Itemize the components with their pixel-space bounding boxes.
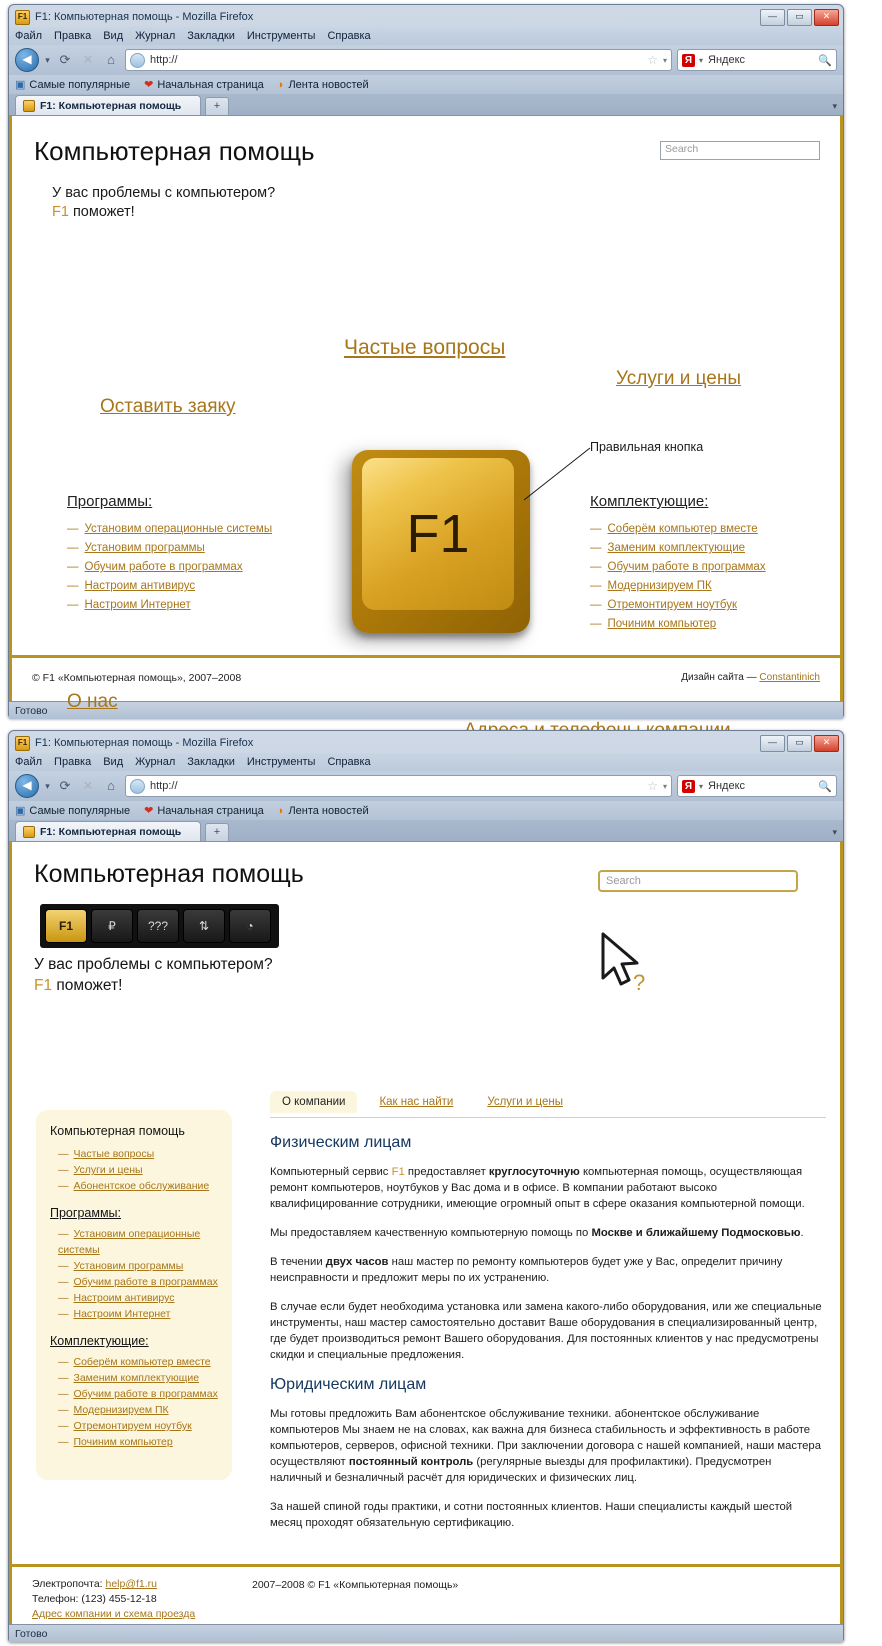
programs-link[interactable]: Обучим работе в программах — [84, 561, 243, 573]
bookmark-label: Самые популярные — [29, 78, 131, 91]
paragraph-2 — [270, 1225, 826, 1241]
site-search-input[interactable]: Search — [598, 870, 798, 892]
address-bar[interactable] — [125, 49, 672, 71]
stop-icon: ✕ — [82, 778, 94, 793]
title-bar — [9, 5, 843, 27]
menu-bar — [9, 27, 843, 45]
parts-link[interactable]: Отремонтируем ноутбук — [607, 599, 737, 611]
footer-phone-label: Телефон: — [32, 1593, 79, 1605]
p2-part-b: . — [800, 1227, 804, 1239]
sidebar-item-parts-0[interactable] — [50, 1354, 218, 1370]
parts-link[interactable]: Соберём компьютер вместе — [607, 523, 758, 535]
callout-label: Правильная кнопка — [590, 440, 704, 454]
paragraph-1 — [270, 1164, 826, 1212]
menu-item-file[interactable]: Файл — [15, 30, 43, 42]
page-title: Компьютерная помощь — [34, 860, 304, 888]
search-icon[interactable]: 🔍 — [818, 780, 832, 793]
sidebar-parts-title: Комплектующие: — [50, 1334, 149, 1348]
bookmark-news-feed[interactable] — [278, 805, 369, 817]
menu-item-bookmarks[interactable]: Закладки — [187, 756, 235, 768]
dash-icon: — — [58, 1404, 69, 1416]
tab-how-to-find-us[interactable]: Как нас найти — [379, 1096, 454, 1108]
reload-icon[interactable]: ⟳ — [59, 52, 71, 67]
favicon-icon: F1 — [15, 736, 30, 751]
dash-icon: — — [590, 618, 602, 630]
site-search-input[interactable]: Search — [660, 141, 820, 160]
minimize-button[interactable]: — — [760, 735, 785, 752]
list-item[interactable] — [67, 539, 297, 558]
back-dropdown-icon[interactable]: ▾ — [45, 54, 50, 65]
footer-design-author-link[interactable]: Constantinich — [759, 672, 820, 683]
new-tab-button[interactable]: + — [205, 823, 229, 841]
parts-title: Комплектующие: — [590, 493, 709, 510]
status-text: Готово — [15, 1627, 48, 1640]
dash-icon: — — [67, 599, 79, 611]
dash-icon: — — [590, 580, 602, 592]
dash-icon: — — [58, 1260, 69, 1272]
p2-bold: Москве и ближайшему Подмосковью — [591, 1227, 801, 1239]
browser-window-2 — [8, 730, 844, 1642]
browser-search-box[interactable] — [677, 49, 837, 71]
bookmark-folder-icon: ▣ — [15, 79, 26, 91]
parts-link[interactable]: Модернизируем ПК — [607, 580, 712, 592]
favicon-icon: F1 — [15, 10, 30, 25]
dash-icon: — — [590, 523, 602, 535]
tab-label: F1: Компьютерная помощь — [40, 825, 182, 838]
page-footer — [12, 655, 840, 701]
programs-link[interactable]: Установим операционные системы — [84, 523, 273, 535]
programs-column — [67, 493, 297, 615]
p2-part-a: Мы предоставляем качественную компьютерную помощь по — [270, 1227, 592, 1239]
maximize-button[interactable]: ▭ — [787, 9, 812, 26]
list-item[interactable] — [67, 577, 297, 596]
page-viewport-2 — [9, 841, 843, 1624]
bookmarks-toolbar — [9, 801, 843, 820]
page-footer — [12, 1564, 840, 1624]
tagline-f1: F1 — [52, 204, 69, 220]
mouse-cursor-icon — [597, 930, 657, 1000]
window-title: F1: Компьютерная помощь - Mozilla Firefox — [35, 737, 254, 749]
tagline — [34, 954, 273, 996]
address-bar-text: http:// — [150, 54, 178, 66]
tab-favicon-icon — [23, 826, 35, 838]
minimize-button[interactable]: — — [760, 9, 785, 26]
sidebar-link[interactable]: Модернизируем ПК — [73, 1404, 169, 1416]
tab-label: F1: Компьютерная помощь — [40, 99, 182, 112]
p5-part-a: Мы готовы предложить Вам абонентское обслуживание техники. абонентское обслуживание компьютеров Мы знаем не на словах, как важна для бизнеса стабильность и эффективность в работе компьютеров, серверов, офисной техники. При заключении договора с нашей компанией, наши мастера осуществляют — [270, 1408, 821, 1468]
back-dropdown-icon[interactable]: ▾ — [45, 780, 50, 791]
p1-part-c: компьютерная помощь, осуществляющая ремонт компьютеров, ноутбуков у Вас дома и в офисе. В компании работают высоко квалифицированние сотрудники, имеющие огромный опыт в сфере оказания компьютерной помощи. — [270, 1166, 805, 1210]
address-bar-text: http:// — [150, 780, 178, 792]
keyboard-strip-graphic — [40, 904, 279, 948]
p1-f1: F1 — [391, 1166, 405, 1178]
dash-icon: — — [58, 1436, 69, 1448]
menu-item-file[interactable]: Файл — [15, 756, 43, 768]
navigation-toolbar — [9, 45, 843, 75]
address-bar[interactable] — [125, 775, 672, 797]
sidebar-link[interactable]: Установим программы — [73, 1260, 184, 1272]
dash-icon: — — [67, 542, 79, 554]
f1-key-graphic — [334, 436, 534, 646]
key-top: F1 — [362, 458, 514, 610]
content-tabs-divider — [270, 1117, 826, 1118]
tagline-f1: F1 — [34, 977, 53, 994]
menu-item-view[interactable]: Вид — [103, 30, 124, 42]
footer-email-label: Электропочта: — [32, 1578, 103, 1590]
list-item[interactable] — [67, 520, 297, 539]
footer-copyright: 2007–2008 © F1 «Компьютерная помощь» — [252, 1579, 459, 1591]
menu-item-tools[interactable]: Инструменты — [246, 30, 316, 42]
footer-phone-value: (123) 455-12-18 — [81, 1593, 157, 1605]
new-tab-button[interactable]: + — [205, 97, 229, 115]
search-engine-name: Яндекс — [708, 54, 746, 66]
navigation-toolbar — [9, 771, 843, 801]
p1-bold: круглосуточную — [488, 1166, 580, 1178]
programs-list — [67, 520, 297, 615]
sidebar-link[interactable]: Частые вопросы — [73, 1148, 155, 1160]
tagline-line-2: поможет! — [52, 977, 123, 994]
dash-icon: — — [67, 523, 79, 535]
search-engine-dropdown-icon[interactable]: ▾ — [699, 55, 704, 65]
sidebar-link[interactable]: Соберём компьютер вместе — [73, 1356, 211, 1368]
paragraph-5 — [270, 1406, 826, 1486]
tagline-line-1: У вас проблемы с компьютером? — [34, 956, 273, 973]
bookmark-label: Лента новостей — [288, 78, 369, 91]
search-engine-dropdown-icon[interactable]: ▾ — [699, 781, 704, 791]
back-button-icon[interactable]: ◀ — [15, 48, 39, 72]
heading-individuals: Физическим лицам — [270, 1134, 412, 1151]
paragraph-6: За нашей спиной годы практики, и сотни постоянных клиентов. Наши специалисты каждый шестой месяц проходят обязательную сертификацию. — [270, 1501, 793, 1529]
back-button-icon[interactable]: ◀ — [15, 774, 39, 798]
sidebar — [36, 1110, 232, 1480]
yandex-icon: Я — [682, 780, 695, 793]
reload-icon[interactable]: ⟳ — [59, 778, 71, 793]
parts-list — [590, 520, 810, 634]
p3-bold: двух часов — [325, 1256, 389, 1268]
browser-window-1 — [8, 4, 844, 718]
tab-f1-page[interactable] — [15, 821, 201, 841]
sidebar-item-services[interactable] — [50, 1162, 218, 1178]
tagline-line-2: поможет! — [68, 204, 135, 220]
sidebar-item-subscription[interactable] — [50, 1178, 218, 1194]
key-f1[interactable]: F1 — [45, 909, 87, 943]
list-item[interactable] — [67, 558, 297, 577]
svg-text:?: ? — [633, 970, 646, 995]
bookmark-start-page[interactable] — [144, 804, 264, 817]
search-icon[interactable]: 🔍 — [818, 54, 832, 67]
footer-copyright: © F1 «Компьютерная помощь», 2007–2008 — [32, 672, 242, 684]
bookmark-star-icon[interactable]: ☆ — [647, 779, 658, 793]
sidebar-item-programs-3[interactable] — [50, 1290, 218, 1306]
parts-link[interactable]: Починим компьютер — [607, 618, 717, 630]
sidebar-link[interactable]: Отремонтируем ноутбук — [73, 1420, 192, 1432]
list-item[interactable] — [590, 520, 810, 539]
dash-icon: — — [58, 1180, 69, 1192]
window-controls — [760, 735, 839, 752]
tab-strip — [9, 820, 843, 841]
dash-icon: — — [58, 1148, 69, 1160]
dash-icon: — — [58, 1308, 69, 1320]
list-item[interactable] — [590, 615, 810, 634]
list-item[interactable] — [590, 577, 810, 596]
dash-icon: — — [58, 1388, 69, 1400]
bookmarks-toolbar — [9, 75, 843, 94]
menu-item-history[interactable]: Журнал — [135, 30, 176, 42]
dash-icon: — — [58, 1356, 69, 1368]
address-dropdown-icon[interactable]: ▾ — [662, 55, 667, 65]
site-identity-icon — [130, 53, 145, 68]
tab-list-icon[interactable]: ▾ — [832, 827, 837, 837]
sidebar-item-parts-4[interactable] — [50, 1418, 218, 1434]
paragraph-3 — [270, 1254, 826, 1286]
dash-icon: — — [58, 1292, 69, 1304]
link-services[interactable]: Услуги и цены — [616, 368, 741, 389]
menu-item-history[interactable]: Журнал — [135, 756, 176, 768]
status-bar — [9, 701, 843, 719]
programs-title: Программы: — [67, 493, 153, 510]
link-order[interactable]: Оставить заяку — [100, 396, 236, 417]
p3-part-b: наш мастер по ремонту компьютеров будет уже у Вас, определит причину неисправности и предложит меры по их устранению. — [270, 1256, 783, 1284]
rss-icon: ◗ — [277, 804, 285, 817]
sidebar-item-programs-4[interactable] — [50, 1306, 218, 1322]
status-text: Готово — [15, 704, 48, 717]
p5-bold: постоянный контроль — [348, 1456, 474, 1468]
bookmark-start-page[interactable] — [144, 78, 264, 91]
sidebar-link[interactable]: Настроим антивирус — [73, 1292, 175, 1304]
link-about[interactable]: О нас — [67, 691, 118, 712]
bookmark-label: Лента новостей — [288, 804, 369, 817]
browser-search-box[interactable] — [677, 775, 837, 797]
paragraph-4: В случае если будет необходима установка или замена какого-либо оборудования, или же специальные инструменты, наш мастер самостоятельно доставит Ваше оборудования в специализированный центр, где будет производиться ремонт Вашего оборудования. Для постоянных клиентов у нас предусмотрены скидки и специальные предложения. — [270, 1301, 822, 1361]
sidebar-link[interactable]: Абонентское обслуживание — [73, 1180, 210, 1192]
heading-legal: Юридическим лицам — [270, 1376, 427, 1393]
dash-icon: — — [58, 1228, 69, 1240]
bookmark-label: Начальная страница — [157, 804, 264, 817]
sidebar-item-parts-2[interactable] — [50, 1386, 218, 1402]
bookmark-home-icon: ❤ — [144, 805, 154, 817]
sidebar-link[interactable]: Обучим работе в программах — [73, 1388, 218, 1400]
bookmark-most-visited[interactable] — [15, 78, 130, 91]
sidebar-link[interactable]: Установим операционные системы — [58, 1228, 201, 1256]
sidebar-item-programs-0[interactable] — [50, 1226, 218, 1258]
menu-item-edit[interactable]: Правка — [54, 756, 92, 768]
tab-services-prices[interactable]: Услуги и цены — [487, 1096, 563, 1108]
home-icon[interactable]: ⌂ — [107, 52, 115, 67]
sidebar-title: Компьютерная помощь — [50, 1124, 185, 1138]
address-dropdown-icon[interactable]: ▾ — [662, 781, 667, 791]
footer-address-link[interactable]: Адрес компании и схема проезда — [32, 1608, 196, 1620]
sidebar-link[interactable]: Заменим комплектующие — [73, 1372, 200, 1384]
menu-bar — [9, 753, 843, 771]
sidebar-item-programs-1[interactable] — [50, 1258, 218, 1274]
close-button[interactable]: ✕ — [814, 735, 839, 752]
dash-icon: — — [590, 561, 602, 573]
title-bar — [9, 731, 843, 753]
sidebar-item-parts-1[interactable] — [50, 1370, 218, 1386]
list-item[interactable] — [590, 539, 810, 558]
dash-icon: — — [67, 561, 79, 573]
page-title: Компьютерная помощь — [34, 136, 315, 166]
content-area — [270, 1128, 826, 1544]
list-item[interactable] — [590, 596, 810, 615]
close-button[interactable]: ✕ — [814, 9, 839, 26]
bookmark-folder-icon: ▣ — [15, 805, 26, 817]
bookmark-news-feed[interactable] — [278, 79, 369, 91]
sidebar-item-parts-5[interactable] — [50, 1434, 218, 1450]
list-item[interactable] — [590, 558, 810, 577]
footer-design-label: Дизайн сайта — — [681, 672, 757, 683]
p1-part-b: предоставляет — [404, 1166, 489, 1178]
dash-icon: — — [58, 1164, 69, 1176]
bookmark-star-icon[interactable]: ☆ — [647, 53, 658, 67]
menu-item-help[interactable]: Справка — [327, 30, 371, 42]
footer-design — [681, 672, 820, 701]
site-identity-icon — [130, 779, 145, 794]
p3-part-a: В течении — [270, 1256, 326, 1268]
link-faq[interactable]: Частые вопросы — [344, 336, 506, 359]
tab-favicon-icon — [23, 100, 35, 112]
menu-item-edit[interactable]: Правка — [54, 30, 92, 42]
p5-part-b: (регулярные выезды для профилактики). Предусмотрен наличный и безналичный расчёт для юридических и физических лиц. — [270, 1456, 772, 1484]
window-controls — [760, 9, 839, 26]
bookmark-label: Начальная страница — [157, 78, 264, 91]
dash-icon: — — [58, 1372, 69, 1384]
yandex-icon: Я — [682, 54, 695, 67]
callout-line-icon — [524, 448, 590, 500]
dash-icon: — — [58, 1276, 69, 1288]
menu-item-help[interactable]: Справка — [327, 756, 371, 768]
parts-link[interactable]: Заменим комплектующие — [607, 542, 746, 554]
sidebar-item-programs-2[interactable] — [50, 1274, 218, 1290]
tagline-line-1: У вас проблемы с компьютером? — [52, 185, 276, 201]
menu-item-bookmarks[interactable]: Закладки — [187, 30, 235, 42]
programs-link[interactable]: Настроим Интернет — [84, 599, 191, 611]
key-5[interactable]: ◔ — [229, 909, 271, 943]
sidebar-link[interactable]: Настроим Интернет — [73, 1308, 171, 1320]
menu-item-view[interactable]: Вид — [103, 756, 124, 768]
content-tabs — [270, 1091, 575, 1113]
maximize-button[interactable]: ▭ — [787, 735, 812, 752]
status-bar — [9, 1624, 843, 1642]
tab-strip-controls — [832, 101, 837, 115]
key-4[interactable]: ⇅ — [183, 909, 225, 943]
bookmark-most-visited[interactable] — [15, 804, 130, 817]
sidebar-item-faq[interactable] — [50, 1146, 218, 1162]
window-title: F1: Компьютерная помощь - Mozilla Firefox — [35, 11, 254, 23]
stop-icon: ✕ — [82, 52, 94, 67]
parts-column — [590, 493, 810, 634]
search-engine-name: Яндекс — [708, 780, 746, 792]
sidebar-item-parts-3[interactable] — [50, 1402, 218, 1418]
programs-link[interactable]: Установим программы — [84, 542, 205, 554]
sidebar-programs-title: Программы: — [50, 1206, 121, 1220]
key-3[interactable]: ??? — [137, 909, 179, 943]
key-2[interactable]: ₽ — [91, 909, 133, 943]
sidebar-link[interactable]: Услуги и цены — [73, 1164, 143, 1176]
programs-link[interactable]: Настроим антивирус — [84, 580, 196, 592]
bookmark-home-icon: ❤ — [144, 79, 154, 91]
website-page-about — [9, 842, 843, 1624]
dash-icon: — — [67, 580, 79, 592]
dash-icon: — — [58, 1420, 69, 1432]
menu-item-tools[interactable]: Инструменты — [246, 756, 316, 768]
dash-icon: — — [590, 542, 602, 554]
parts-link[interactable]: Обучим работе в программах — [607, 561, 766, 573]
list-item[interactable] — [67, 596, 297, 615]
sidebar-link[interactable]: Починим компьютер — [73, 1436, 173, 1448]
tagline — [52, 184, 275, 222]
tab-f1-page[interactable] — [15, 95, 201, 115]
footer-contacts — [32, 1577, 195, 1622]
sidebar-link[interactable]: Обучим работе в программах — [73, 1276, 218, 1288]
footer-email-link[interactable]: help@f1.ru — [105, 1578, 158, 1590]
tab-list-icon[interactable]: ▾ — [832, 101, 837, 111]
bookmark-label: Самые популярные — [29, 804, 131, 817]
tab-about-company[interactable]: О компании — [270, 1091, 357, 1113]
home-icon[interactable]: ⌂ — [107, 778, 115, 793]
tab-strip-controls — [832, 827, 837, 841]
rss-icon: ◗ — [277, 78, 285, 91]
dash-icon: — — [590, 599, 602, 611]
p1-part-a: Компьютерный сервис — [270, 1166, 392, 1178]
tab-strip — [9, 94, 843, 115]
